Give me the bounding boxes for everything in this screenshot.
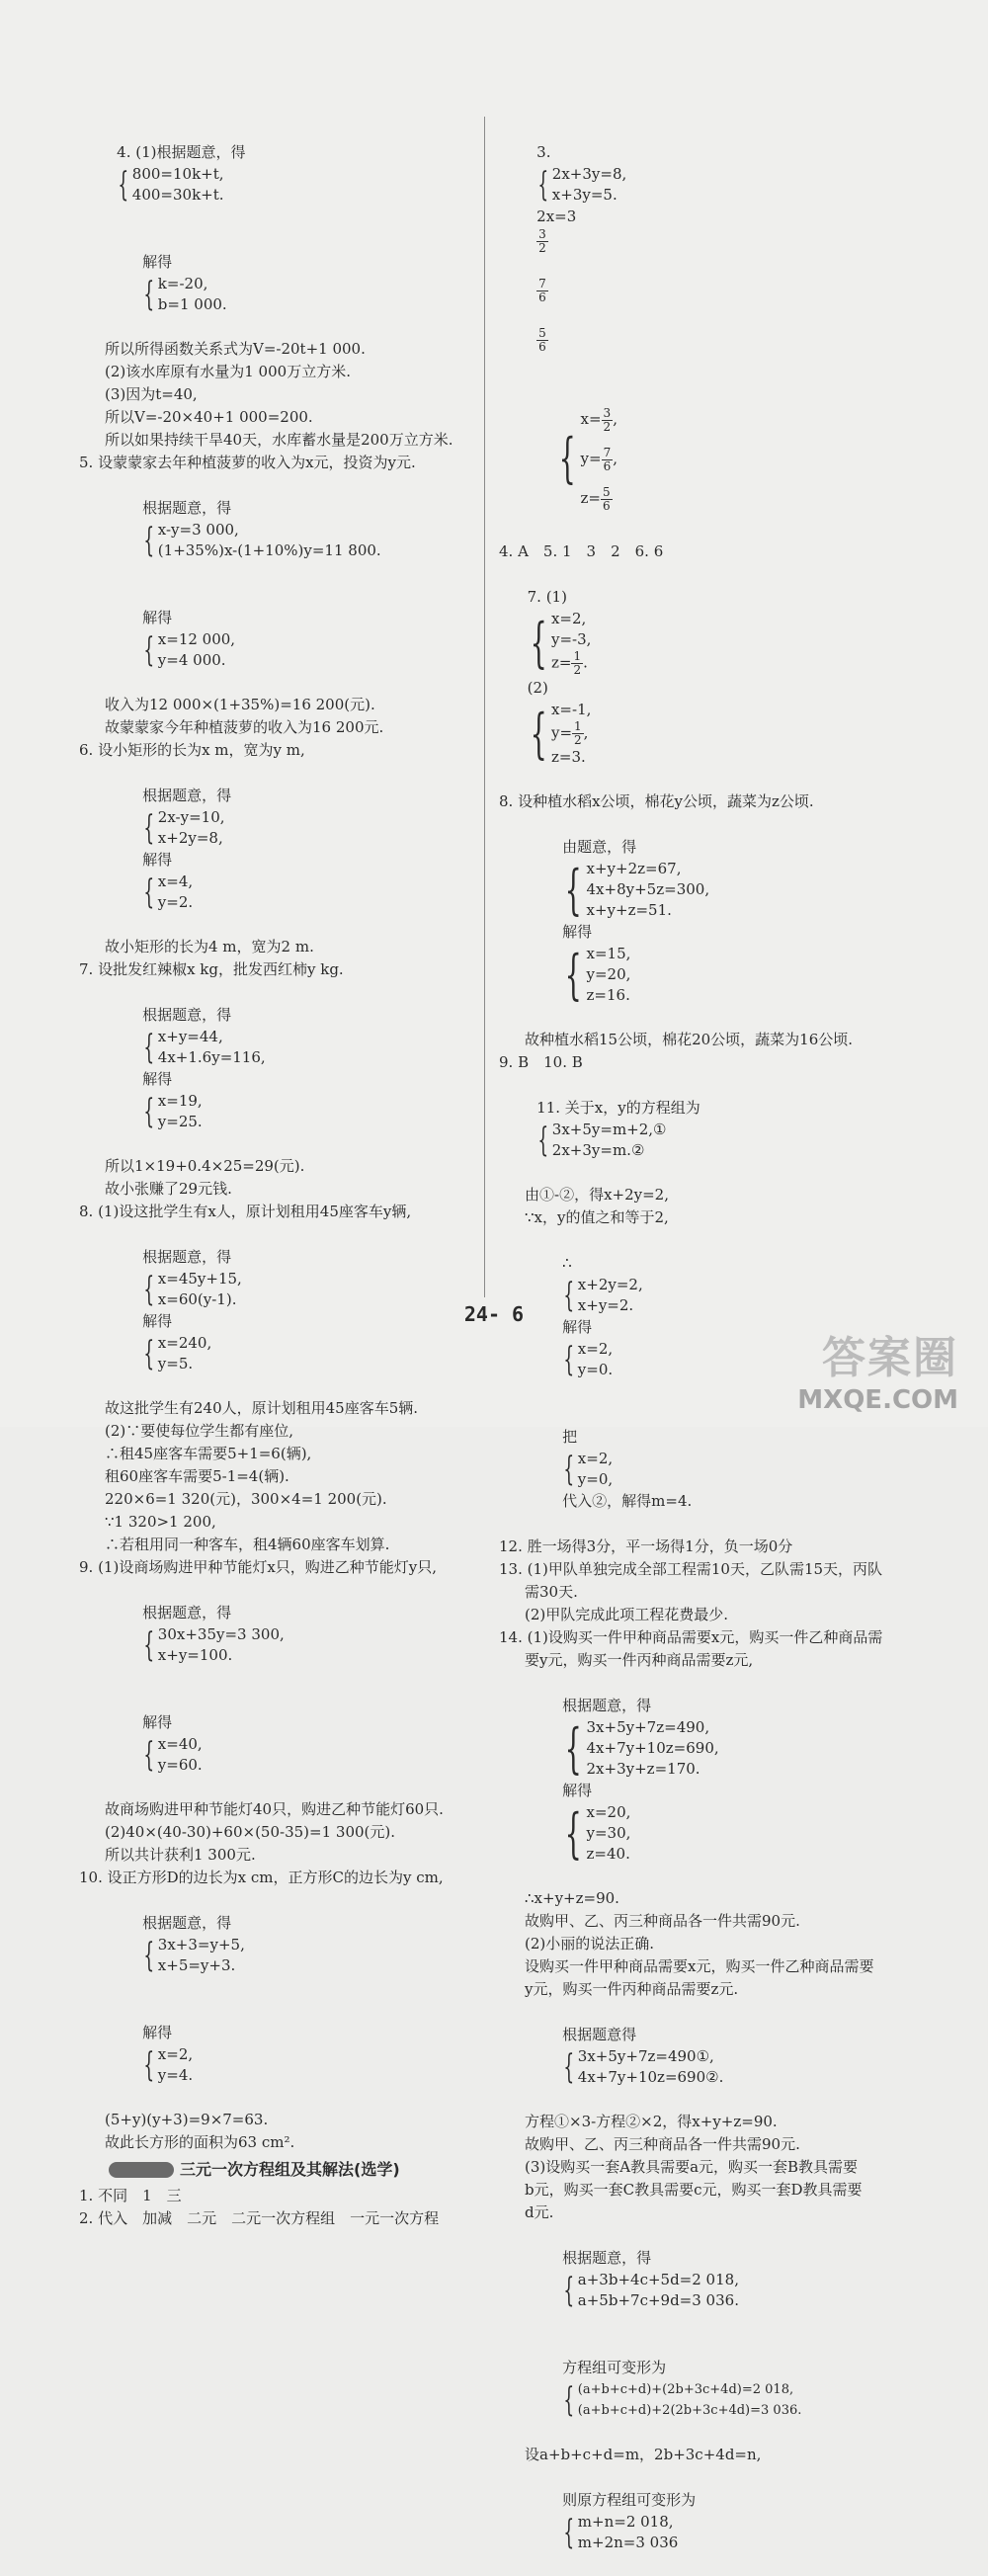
brace-symbol: { <box>143 1936 155 1975</box>
equation: a+5b+7c+9d=3 036. <box>577 2291 739 2309</box>
brace-symbol: { <box>143 1625 155 1665</box>
fraction <box>536 278 548 304</box>
answer-text: (3)因为t=40, <box>105 385 198 403</box>
answer-text: 9. B 10. B <box>499 1053 583 1071</box>
answer-text: ∵1 320>1 200, <box>105 1513 216 1531</box>
denominator: 6 <box>538 291 546 304</box>
equation-system <box>562 859 709 921</box>
equation: x=19, <box>157 1092 203 1110</box>
answer-text: 4. A 5. 1 3 2 6. 6 <box>499 542 664 560</box>
answer-text: 8. (1)设这批学生有x人，原计划租用45座客车y辆, <box>79 1203 412 1220</box>
equation: 2x+3y=m.② <box>551 1141 645 1159</box>
equation: 30x+35y=3 300, <box>157 1625 285 1643</box>
equation: (a+b+c+d)+(2b+3c+4d)=2 018, <box>577 2382 794 2397</box>
brace-symbol: { <box>143 1270 155 1309</box>
denominator: 2 <box>573 663 582 677</box>
equation: x=45y+15, <box>157 1270 242 1288</box>
equation: z=40. <box>586 1845 630 1863</box>
brace-symbol: { <box>143 1735 155 1775</box>
brace-symbol: { <box>563 2047 575 2087</box>
equation: m+n=2 018, <box>577 2513 674 2531</box>
equation: y= <box>550 723 573 742</box>
answer-text: 要y元，购买一件丙种商品需要z元, <box>525 1651 754 1669</box>
equation-system <box>142 520 381 561</box>
equation-system <box>562 2270 739 2311</box>
equation: x=4, <box>157 873 194 890</box>
answer-text: 解得 <box>562 1782 593 1799</box>
equation: y=0. <box>577 1361 614 1378</box>
watermark-title: 答案圈 <box>822 1333 958 1383</box>
equation: x+3y=5. <box>551 186 618 204</box>
watermark-url: MXQE.COM <box>797 1385 958 1415</box>
answer-text: 故购甲、乙、丙三种商品各一件共需90元. <box>525 2135 800 2153</box>
fraction <box>571 650 583 677</box>
numerator: 5 <box>538 326 546 340</box>
brace-symbol: { <box>563 2271 575 2310</box>
equation-system <box>142 1624 285 1666</box>
brace-symbol: { <box>563 1450 575 1489</box>
equation: x+y=2. <box>577 1296 634 1314</box>
answer-text: 根据题意，得 <box>142 1604 232 1621</box>
equation-system <box>562 2046 723 2088</box>
equation: 3x+3=y+5, <box>157 1936 245 1953</box>
fraction <box>572 720 584 747</box>
answer-13 <box>499 1558 914 1626</box>
fraction <box>602 447 614 473</box>
answer-8 <box>79 1201 474 1556</box>
answer-text: ∴x+y+z=90. <box>525 1889 619 1907</box>
answer-text: 12. 胜一场得3分，平一场得1分，负一场0分 <box>499 1537 793 1555</box>
denominator: 6 <box>603 498 611 513</box>
answer-text: (5+y)(y+3)=9×7=63. <box>105 2111 269 2128</box>
equation-system <box>562 2379 801 2421</box>
brace-symbol: { <box>118 165 129 205</box>
brace-symbol: { <box>143 1334 155 1373</box>
answer-text: 4. (1)根据题意，得 <box>117 143 246 161</box>
answer-text: ∴若租用同一种客车，租4辆60座客车划算. <box>105 1536 390 1553</box>
equation: x=15, <box>586 945 631 962</box>
answer-text: 所以所得函数关系式为V=-20t+1 000. <box>105 340 366 358</box>
equation: x=240, <box>157 1334 212 1352</box>
equation: (1+35%)x-(1+10%)y=11 800. <box>157 541 381 559</box>
equation: 2x+3y=8, <box>551 165 627 183</box>
equation: b=1 000. <box>157 295 227 313</box>
brace-symbol: { <box>143 2045 155 2085</box>
numerator: 1 <box>574 719 582 733</box>
equation: y=4. <box>157 2066 194 2084</box>
equation: x+2y=2, <box>577 1276 643 1293</box>
answer-text: 2. 代入 加减 二元 二元一次方程组 一元一次方程 <box>79 2209 440 2227</box>
equation: 2x+3y+z=170. <box>586 1760 700 1778</box>
answer-text: 3. <box>536 143 551 161</box>
answer-text: (2)该水库原有水量为1 000万立方米. <box>105 363 351 380</box>
equation-system <box>142 1333 211 1374</box>
equation: x=20, <box>586 1803 631 1821</box>
equation-system <box>562 1802 630 1865</box>
answer-text: 5. 设蒙蒙家去年种植菠萝的收入为x元，投资为y元. <box>79 454 416 471</box>
answer-8-right <box>499 790 914 1051</box>
brace-symbol: { <box>143 808 155 848</box>
equation: y=60. <box>157 1756 203 1774</box>
brace-symbol: { <box>563 2513 575 2552</box>
answer-text: y元，购买一件丙种商品需要z元. <box>525 1980 739 1998</box>
answer-text: 故小矩形的长为4 m，宽为2 m. <box>105 938 314 956</box>
answer-text: (2)甲队完成此项工程花费最少. <box>525 1606 729 1623</box>
answer-text: 方程①×3-方程②×2，得x+y+z=90. <box>525 2113 778 2130</box>
fraction <box>601 486 613 513</box>
numerator: 5 <box>603 484 611 499</box>
answer-text: 把 <box>562 1428 578 1446</box>
answer-text: 设购买一件甲种商品需要x元，购买一件乙种商品需要 <box>525 1957 874 1975</box>
brace-symbol: { <box>563 1276 575 1315</box>
equation-system <box>142 274 227 315</box>
equation-system: { x=2, y=-3, z= $\frac{1}{2}$ . <box>530 610 592 677</box>
brace-symbol: { <box>564 858 582 921</box>
equation: m+2n=3 036 <box>577 2534 679 2551</box>
answer-text: 由①-②，得x+2y=2, <box>525 1186 669 1204</box>
answer-text: (2) <box>527 679 548 697</box>
numerator: 1 <box>573 649 582 663</box>
answer-6 <box>79 739 474 958</box>
answer-text: 1. 不同 1 三 <box>79 2187 182 2204</box>
brace-symbol: { <box>564 1801 582 1865</box>
equation: x=-1, <box>550 701 592 718</box>
answer-9 <box>79 1556 474 1867</box>
answer-text: 故商场购进甲种节能灯40只，购进乙种节能灯60只. <box>105 1800 444 1818</box>
equation: 4x+7y+10z=690, <box>586 1739 719 1757</box>
equation: y=-3, <box>550 630 592 648</box>
equation: 3x+5y=m+2,① <box>551 1121 667 1138</box>
answer-text: 所以1×19+0.4×25=29(元). <box>105 1157 305 1175</box>
denominator: 2 <box>574 733 582 747</box>
answer-text: 故这批学生有240人，原计划租用45座客车5辆. <box>105 1399 419 1417</box>
left-column <box>79 119 474 2230</box>
equation: x=2, <box>550 610 587 627</box>
answer-text: (2)∵要使每位学生都有座位, <box>105 1422 294 1440</box>
answer-text: 14. (1)设购买一件甲种商品需要x元，购买一件乙种商品需 <box>499 1628 883 1646</box>
answer-text: ∵x，y的值之和等于2, <box>525 1208 669 1226</box>
equation: y=20, <box>586 965 631 983</box>
answer-text: 解得 <box>142 253 173 271</box>
column-divider <box>484 117 485 1297</box>
answer-text: 设a+b+c+d=m，2b+3c+4d=n, <box>525 2446 762 2463</box>
equation: y=0, <box>577 1470 614 1488</box>
brace-symbol: { <box>564 1716 582 1780</box>
equation: x=60(y-1). <box>157 1290 237 1308</box>
answer-text: 故蒙蒙家今年种植菠萝的收入为16 200元. <box>105 718 384 736</box>
equation: x+y=100. <box>157 1646 233 1664</box>
equation: x=2, <box>157 2045 194 2063</box>
equation-system: { x=-1, y= $\frac{1}{2}$ , z=3. <box>530 701 592 766</box>
answer-3 <box>499 119 914 540</box>
answer-text: 根据题意得 <box>562 2026 637 2043</box>
answer-text: 10. 设正方形D的边长为x cm，正方形C的边长为y cm, <box>79 1869 444 1886</box>
answer-text: 8. 设种植水稻x公顷，棉花y公顷，蔬菜为z公顷. <box>499 792 814 810</box>
equation-system <box>142 1091 203 1132</box>
answer-text: 解得 <box>142 1312 173 1330</box>
denominator: 2 <box>538 241 546 255</box>
brace-symbol: { <box>143 521 155 560</box>
equation: 4x+8y+5z=300, <box>586 880 710 898</box>
answer-4 <box>79 119 474 452</box>
denominator: 6 <box>603 458 612 473</box>
answer-text: 方程组可变形为 <box>562 2359 667 2376</box>
denominator: 2 <box>603 419 612 434</box>
equation-system <box>562 2512 678 2553</box>
equation-system <box>142 1027 266 1068</box>
answer-text: 代入②，解得m=4. <box>562 1492 693 1510</box>
equation: 2x-y=10, <box>157 808 225 826</box>
answer-text: 11. 关于x，y的方程组为 <box>536 1099 700 1117</box>
answer-text: 根据题意，得 <box>142 499 232 517</box>
answer-text: b元，购买一套C教具需要c元，购买一套D教具需要 <box>525 2181 863 2199</box>
equation: 4x+7y+10z=690②. <box>577 2068 724 2086</box>
brace-symbol: { <box>564 943 582 1006</box>
answer-text: 解得 <box>562 1318 593 1336</box>
answer-text: d元. <box>525 2203 554 2221</box>
equation-system <box>536 164 626 206</box>
brace-symbol: { <box>530 702 547 765</box>
equation: x+y=44, <box>157 1028 223 1045</box>
answer-text: 7. (1) <box>527 588 567 606</box>
brace-symbol: { <box>143 1028 155 1067</box>
answer-text: 6. 设小矩形的长为x m，宽为y m, <box>79 741 305 759</box>
equation: x=2, <box>577 1450 614 1467</box>
answer-text: 解得 <box>142 1070 173 1088</box>
answer-text: (3)设购买一套A教具需要a元，购买一套B教具需要 <box>525 2158 859 2176</box>
equation: z=3. <box>550 748 586 766</box>
brace-symbol: { <box>143 630 155 670</box>
answer-text: 则原方程组可变形为 <box>562 2491 697 2509</box>
equation-system <box>117 164 223 206</box>
section-badge <box>109 2162 174 2178</box>
equation: (a+b+c+d)+2(2b+3c+4d)=3 036. <box>577 2403 802 2418</box>
fraction <box>602 407 614 434</box>
equation-system <box>142 1935 245 1976</box>
equation: x=40, <box>157 1735 203 1753</box>
numerator: 3 <box>603 405 612 420</box>
answer-text: 解得 <box>142 609 173 626</box>
watermark-logo <box>797 1322 958 1415</box>
equation-system <box>142 2044 193 2086</box>
answer-10 <box>79 1867 474 2154</box>
answer-7-right <box>499 563 914 790</box>
brace-symbol: { <box>143 275 155 314</box>
section-header <box>109 2158 474 2181</box>
equation-system <box>142 807 224 849</box>
answer-text: 9. (1)设商场购进甲种节能灯x只，购进乙种节能灯y只, <box>79 1558 438 1576</box>
fraction <box>536 228 548 255</box>
equation: x+y+z=51. <box>586 901 672 919</box>
equation: 3x+5y+7z=490, <box>586 1718 710 1736</box>
equation: y=30, <box>586 1824 631 1842</box>
equation: x-y=3 000, <box>157 521 239 539</box>
answer-text: 收入为12 000×(1+35%)=16 200(元). <box>105 696 375 713</box>
equation: k=-20, <box>157 275 208 292</box>
equation: y=25. <box>157 1113 203 1130</box>
answer-text: 根据题意，得 <box>562 2249 652 2267</box>
brace-symbol: { <box>558 427 576 489</box>
answer-text: 需30天. <box>525 1583 578 1601</box>
denominator: 6 <box>538 340 546 354</box>
numerator: 7 <box>603 445 612 459</box>
answer-5 <box>79 452 474 739</box>
answer-text: 根据题意，得 <box>142 1248 232 1266</box>
answer-text: 故种植水稻15公顷，棉花20公顷，蔬菜为16公顷. <box>525 1031 854 1048</box>
equation: 400=30k+t. <box>131 186 224 204</box>
equation-system <box>562 944 630 1006</box>
numerator: 3 <box>538 227 546 241</box>
answer-text: 7. 设批发红辣椒x kg，批发西红柿y kg. <box>79 960 344 978</box>
equation-system <box>142 872 193 913</box>
equation: y=2. <box>157 893 194 911</box>
fraction <box>536 327 548 354</box>
equation: y=4 000. <box>157 651 226 669</box>
equation-system <box>142 1734 203 1776</box>
answer-text: 根据题意，得 <box>142 1914 232 1932</box>
equation-system <box>562 1449 613 1490</box>
answer-text: 根据题意，得 <box>142 787 232 804</box>
numerator: 7 <box>538 277 546 291</box>
equation: z= <box>580 489 601 507</box>
answer-text: 所以如果持续干旱40天，水库蓄水量是200万立方米. <box>105 431 453 449</box>
answer-14 <box>499 1626 914 2576</box>
section-title: 三元一次方程组及其解法(选学) <box>180 2160 400 2179</box>
answer-text: 解得 <box>142 2024 173 2041</box>
answer-text: 所以V=-20×40+1 000=200. <box>105 408 313 426</box>
equation: 800=10k+t, <box>131 165 224 183</box>
equation: x+2y=8, <box>157 829 223 847</box>
answer-7 <box>79 958 474 1201</box>
equation: y=5. <box>157 1355 194 1372</box>
brace-symbol: { <box>143 1092 155 1131</box>
answer-text: 故小张赚了29元钱. <box>105 1180 232 1198</box>
answer-text: 解得 <box>142 1713 173 1731</box>
answer-text: (2)40×(40-30)+60×(50-35)=1 300(元). <box>105 1823 396 1841</box>
answer-text: 解得 <box>142 851 173 869</box>
answer-text: 13. (1)甲队单独完成全部工程需10天，乙队需15天，丙队 <box>499 1560 883 1578</box>
equation-system <box>562 1717 718 1780</box>
equation: x=12 000, <box>157 630 236 648</box>
equation-system <box>536 1120 666 1161</box>
answer-text: 解得 <box>562 923 593 941</box>
page-number: 24- 6 <box>463 1302 525 1326</box>
equation: a+3b+4c+5d=2 018, <box>577 2271 739 2288</box>
answer-text: 2x=3 <box>536 208 577 225</box>
answer-text: 220×6=1 320(元)，300×4=1 200(元). <box>105 1490 387 1508</box>
answer-text: 根据题意，得 <box>562 1697 652 1714</box>
equation: z=16. <box>586 986 630 1004</box>
answer-text: 租60座客车需要5-1=4(辆). <box>105 1467 289 1485</box>
equation: y= <box>580 450 602 467</box>
equation-system: { x= $\frac{3}{2}$ , y= $\frac{7}{6}$ , z= $\frac{5}{6}$ <box>558 405 618 513</box>
answer-text: 根据题意，得 <box>142 1006 232 1024</box>
equation: 3x+5y+7z=490①, <box>577 2047 714 2065</box>
answer-text: 故此长方形的面积为63 cm². <box>105 2133 295 2151</box>
equation: x+y+2z=67, <box>586 860 682 877</box>
brace-symbol: { <box>537 1121 549 1160</box>
answer-text: (2)小丽的说法正确. <box>525 1935 655 1953</box>
equation: x+5=y+3. <box>157 1956 236 1974</box>
brace-symbol: { <box>563 2380 575 2420</box>
equation: x= <box>580 410 602 428</box>
equation: z= <box>550 653 572 672</box>
equation: x=2, <box>577 1340 614 1358</box>
equation-system <box>562 1339 613 1380</box>
equation: 4x+1.6y=116, <box>157 1048 266 1066</box>
answer-text: ∴ <box>562 1254 572 1272</box>
brace-symbol: { <box>530 611 547 674</box>
answer-text: 故购甲、乙、丙三种商品各一件共需90元. <box>525 1912 800 1930</box>
brace-symbol: { <box>143 873 155 912</box>
answer-text: 所以共计获利1 300元. <box>105 1846 256 1864</box>
equation-system <box>142 629 235 671</box>
brace-symbol: { <box>563 1340 575 1379</box>
answer-text: 由题意，得 <box>562 838 637 856</box>
brace-symbol: { <box>537 165 549 205</box>
answer-text: ∴租45座客车需要5+1=6(辆), <box>105 1445 312 1462</box>
